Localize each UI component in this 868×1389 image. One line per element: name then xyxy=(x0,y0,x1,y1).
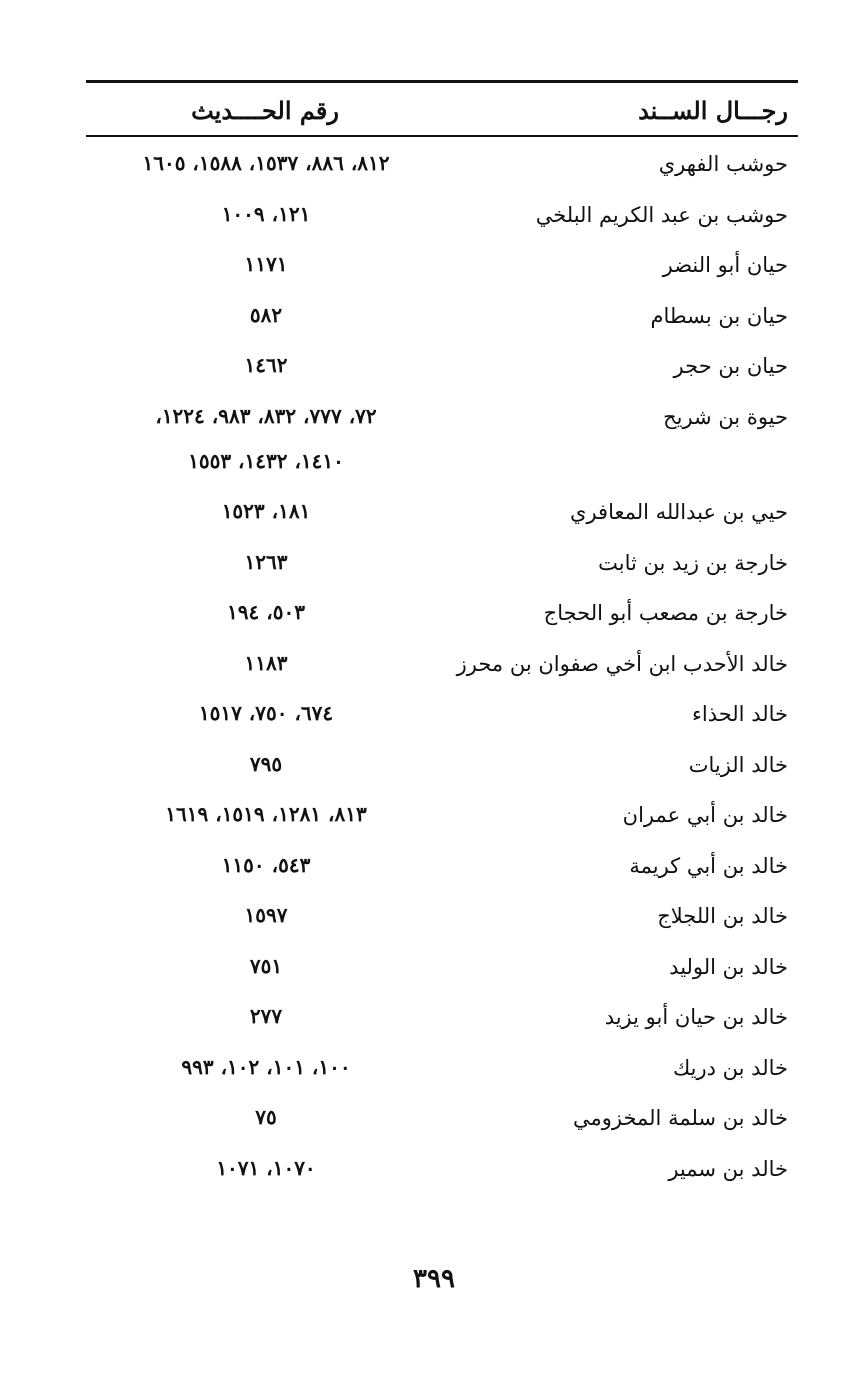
table-row xyxy=(86,595,798,646)
narrator-name: خالد بن أبي كريمة xyxy=(629,853,788,878)
table-row xyxy=(86,545,798,596)
hadith-numbers: ٥٤٣، ١١٥٠ xyxy=(221,852,311,877)
hadith-numbers: ١٢١، ١٠٠٩ xyxy=(221,201,311,226)
table-row xyxy=(86,1100,798,1151)
hadith-numbers: ١٥٩٧ xyxy=(244,903,288,927)
hadith-numbers: ٧٢، ٧٧٧، ٨٣٢، ٩٨٣، ١٢٢٤، xyxy=(155,403,377,428)
header-hadith-number-label: رقم الحــــديث xyxy=(191,96,339,125)
hadith-numbers: ١٠٧٠، ١٠٧١ xyxy=(216,1155,316,1180)
table-row xyxy=(86,298,798,349)
index-table xyxy=(86,146,798,1201)
hadith-numbers: ٨١٣، ١٢٨١، ١٥١٩، ١٦١٩ xyxy=(165,802,367,826)
narrator-name: حيي بن عبدالله المعافري xyxy=(570,500,788,524)
table-row xyxy=(86,898,798,949)
table-row xyxy=(86,247,798,298)
narrator-name: خالد بن أبي عمران xyxy=(622,803,788,827)
narrator-name: خارجة بن زيد بن ثابت xyxy=(598,550,788,575)
hadith-numbers: ٧٥١ xyxy=(249,953,283,978)
narrator-name: خالد بن الوليد xyxy=(669,954,788,979)
narrator-name: خالد بن اللجلاج xyxy=(657,904,788,928)
table-row xyxy=(86,848,798,899)
narrator-name: حيان بن حجر xyxy=(673,354,788,378)
hadith-numbers: ٧٥ xyxy=(255,1105,277,1129)
narrator-name: حيان بن بسطام xyxy=(650,303,788,328)
hadith-numbers: ٢٧٧ xyxy=(249,1004,283,1028)
narrator-name: خالد بن سلمة المخزومي xyxy=(572,1106,788,1130)
narrator-name: خالد بن حيان أبو يزيد xyxy=(604,1005,788,1029)
top-rule xyxy=(86,80,798,83)
table-row xyxy=(86,646,798,697)
table-row xyxy=(86,494,798,545)
header-narrators-label: رجـــال الســند xyxy=(638,96,788,125)
table-row xyxy=(86,999,798,1050)
hadith-numbers: ١٨١، ١٥٢٣ xyxy=(221,499,311,523)
header-rule xyxy=(86,135,798,137)
narrator-name: حوشب بن عبد الكريم البلخي xyxy=(535,202,788,227)
narrator-name: خالد الأحدب ابن أخي صفوان بن محرز xyxy=(456,651,788,676)
hadith-numbers: ١١٧١ xyxy=(244,252,288,276)
table-row xyxy=(86,696,798,747)
narrator-name: خالد الزيات xyxy=(688,752,788,777)
narrator-name: حيوة بن شريح xyxy=(663,404,788,429)
table-row xyxy=(86,1050,798,1101)
hadith-numbers: ١٤١٠، ١٤٣٢، ١٥٥٣ xyxy=(188,448,344,473)
narrator-name: خالد الحذاء xyxy=(692,702,788,726)
table-row xyxy=(86,797,798,848)
hadith-numbers: ١٤٦٢ xyxy=(244,353,288,377)
page-number: ٣٩٩ xyxy=(413,1264,455,1294)
narrator-name: خالد بن سمير xyxy=(668,1156,788,1181)
table-row xyxy=(86,1151,798,1202)
hadith-numbers: ٥٨٢ xyxy=(249,302,283,327)
table-row xyxy=(86,348,798,399)
table-row xyxy=(86,146,798,197)
table-row xyxy=(86,399,798,444)
table-row xyxy=(86,197,798,248)
hadith-numbers: ٦٧٤، ٧٥٠، ١٥١٧ xyxy=(198,701,334,725)
narrator-name: حيان أبو النضر xyxy=(662,253,788,277)
hadith-numbers: ١٢٦٣ xyxy=(244,549,288,574)
narrator-name: حوشب الفهري xyxy=(658,152,788,176)
hadith-numbers: ٥٠٣، ١٩٤ xyxy=(227,600,305,624)
table-row-continuation xyxy=(86,444,798,495)
hadith-numbers: ٧٩٥ xyxy=(249,751,283,776)
table-row xyxy=(86,747,798,798)
table-row xyxy=(86,949,798,1000)
narrator-name: خارجة بن مصعب أبو الحجاج xyxy=(543,601,788,625)
hadith-numbers: ١٠٠، ١٠١، ١٠٢، ٩٩٣ xyxy=(181,1054,351,1079)
hadith-numbers: ٨١٢، ٨٨٦، ١٥٣٧، ١٥٨٨، ١٦٠٥ xyxy=(142,151,390,175)
narrator-name: خالد بن دريك xyxy=(672,1055,788,1080)
hadith-numbers: ١١٨٣ xyxy=(244,650,288,675)
